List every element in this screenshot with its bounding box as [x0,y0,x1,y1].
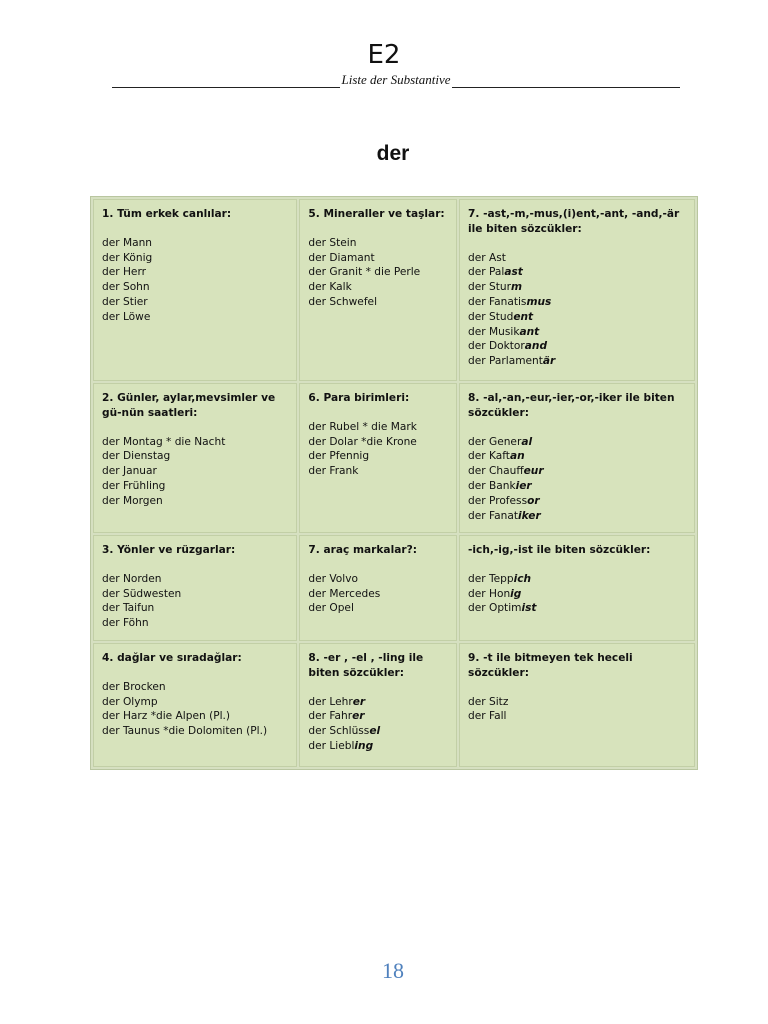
noun-item [468,435,686,450]
noun-item [102,680,288,695]
noun-text: der Parlament [468,355,543,368]
noun-text: der Frühling [102,479,166,492]
noun-text: der Doktor [468,340,525,353]
category-cell [93,199,297,381]
noun-suffix: ing [354,739,374,752]
noun-text: der Pal [468,266,505,279]
noun-text: der Januar [102,465,157,478]
noun-text: der Kalk [308,281,352,294]
noun-text: der Chauff [468,465,524,478]
noun-item [308,572,448,587]
noun-suffix: ant [519,325,540,338]
noun-table [90,196,698,770]
category-heading: 9. -t ile bitmeyen tek heceli sözcükler: [468,652,633,679]
header-subtitle [112,72,680,88]
noun-suffix: or [527,494,540,507]
noun-text: der Tepp [468,572,514,585]
category-cell [93,535,297,641]
noun-text: der Morgen [102,494,163,507]
noun-text: der Fanatis [468,295,527,308]
noun-text: der Diamant [308,251,375,264]
table-row [93,535,695,641]
category-heading: 4. dağlar ve sıradağlar: [102,652,242,664]
noun-text: der Fahr [308,710,353,723]
noun-text: der Schlüss [308,725,370,738]
noun-item [468,509,686,524]
noun-text: der Bank [468,479,516,492]
subtitle-text: Liste der Substantive [341,72,451,87]
noun-text: der Taifun [102,602,155,615]
category-heading: 5. Mineraller ve taşlar: [308,208,445,220]
noun-text: der Sitz [468,695,509,708]
noun-item [102,494,288,509]
noun-text: der Gener [468,435,522,448]
noun-item [468,464,686,479]
noun-text: der Stier [102,295,148,308]
noun-item [102,616,288,631]
noun-text: der Liebl [308,739,355,752]
noun-suffix: er [352,695,366,708]
noun-text: der Optim [468,602,522,615]
category-heading: 6. Para birimleri: [308,392,410,404]
noun-item [102,295,288,310]
noun-item [102,265,288,280]
noun-item [468,449,686,464]
category-cell [459,199,695,381]
noun-item [102,310,288,325]
noun-text: der Schwefel [308,295,378,308]
noun-item [468,339,686,354]
noun-suffix: mus [526,295,552,308]
noun-suffix: ig [510,587,522,600]
category-cell [93,643,297,767]
noun-item [102,280,288,295]
noun-suffix: ast [504,266,523,279]
noun-item [308,251,448,266]
noun-item [102,251,288,266]
noun-text: der Frank [308,465,359,478]
category-cell [459,643,695,767]
noun-suffix: el [369,725,381,738]
noun-text: der Stur [468,281,511,294]
category-cell [459,383,695,533]
noun-suffix: an [509,450,525,463]
noun-suffix: eur [523,465,544,478]
noun-text: der Lehr [308,695,353,708]
noun-item [468,587,686,602]
noun-item [102,601,288,616]
category-heading: 7. -ast,-m,-mus,(i)ent,-ant, -and,-är ile biten sözcükler: [468,208,680,235]
noun-text: der Taunus *die Dolomiten (Pl.) [102,725,268,738]
noun-text: der Profess [468,494,528,507]
category-heading: 2. Günler, aylar,mevsimler ve gü-nün saatleri: [102,392,276,419]
table-row [93,383,695,533]
category-heading: 8. -al,-an,-eur,-ier,-or,-iker ile biten sözcükler: [468,392,675,419]
subtitle-rule-left [112,73,340,88]
category-cell [299,643,457,767]
noun-suffix: er [352,710,365,723]
noun-text: der Olymp [102,695,158,708]
noun-item [308,709,448,724]
noun-item [102,236,288,251]
section-title: der [376,142,410,165]
noun-item [308,464,448,479]
noun-item [102,479,288,494]
table-row [93,199,695,381]
noun-item [468,709,686,724]
noun-text: der Dienstag [102,450,171,463]
noun-item [468,479,686,494]
noun-text: der Stud [468,310,514,323]
noun-text: der Opel [308,602,354,615]
noun-item [468,295,686,310]
noun-text: der Dolar *die Krone [308,435,417,448]
noun-text: der Fall [468,710,507,723]
noun-text: der Pfennig [308,450,370,463]
noun-item [308,265,448,280]
noun-item [468,325,686,340]
noun-item [308,280,448,295]
noun-suffix: m [510,281,522,294]
noun-item [308,420,448,435]
category-heading: -ich,-ig,-ist ile biten sözcükler: [468,544,651,556]
noun-text: der Fanat [468,509,518,522]
noun-text: der Montag * die Nacht [102,435,226,448]
page-number: 18 [382,958,404,983]
noun-suffix: iker [517,509,541,522]
noun-suffix: ich [513,572,532,585]
subtitle-rule-right [452,73,680,88]
noun-item [102,449,288,464]
noun-suffix: ent [513,310,534,323]
noun-item [468,265,686,280]
noun-text: der Mann [102,236,153,249]
noun-item [308,724,448,739]
noun-item [308,236,448,251]
noun-item [468,601,686,616]
noun-item [102,695,288,710]
noun-text: der Sohn [102,281,150,294]
noun-item [102,709,288,724]
category-cell [299,535,457,641]
noun-item [468,251,686,266]
noun-text: der Volvo [308,572,358,585]
noun-item [468,572,686,587]
noun-item [308,601,448,616]
noun-item [308,695,448,710]
noun-item [468,280,686,295]
header-title: E2 [367,40,401,70]
noun-text: der Stein [308,236,357,249]
noun-text: der Mercedes [308,587,381,600]
noun-item [308,739,448,754]
noun-item [308,295,448,310]
noun-text: der Harz *die Alpen (Pl.) [102,710,231,723]
category-cell [459,535,695,641]
noun-suffix: al [521,435,533,448]
category-cell [93,383,297,533]
noun-item [468,310,686,325]
category-heading: 8. -er , -el , -ling ile biten sözcükler: [308,652,424,679]
noun-text: der König [102,251,153,264]
category-cell [299,199,457,381]
category-heading: 1. Tüm erkek canlılar: [102,208,232,220]
noun-suffix: ier [515,479,532,492]
noun-text: der Föhn [102,617,149,630]
noun-item [468,695,686,710]
noun-item [102,724,288,739]
noun-text: der Rubel * die Mark [308,420,417,433]
noun-text: der Südwesten [102,587,182,600]
noun-item [468,354,686,369]
noun-item [308,435,448,450]
category-cell [299,383,457,533]
noun-suffix: är [542,355,556,368]
noun-text: der Ast [468,251,506,264]
noun-suffix: ist [521,602,537,615]
noun-item [308,449,448,464]
noun-text: der Musik [468,325,520,338]
noun-item [468,494,686,509]
table-row [93,643,695,767]
noun-item [102,572,288,587]
noun-text: der Brocken [102,680,166,693]
noun-item [102,464,288,479]
noun-text: der Kaft [468,450,510,463]
noun-text: der Herr [102,266,146,279]
noun-item [102,435,288,450]
noun-suffix: and [524,340,548,353]
noun-item [308,587,448,602]
noun-text: der Norden [102,572,162,585]
noun-text: der Hon [468,587,511,600]
noun-text: der Granit * die Perle [308,266,421,279]
category-heading: 7. araç markalar?: [308,544,417,556]
category-heading: 3. Yönler ve rüzgarlar: [102,544,236,556]
noun-item [102,587,288,602]
noun-text: der Löwe [102,310,151,323]
